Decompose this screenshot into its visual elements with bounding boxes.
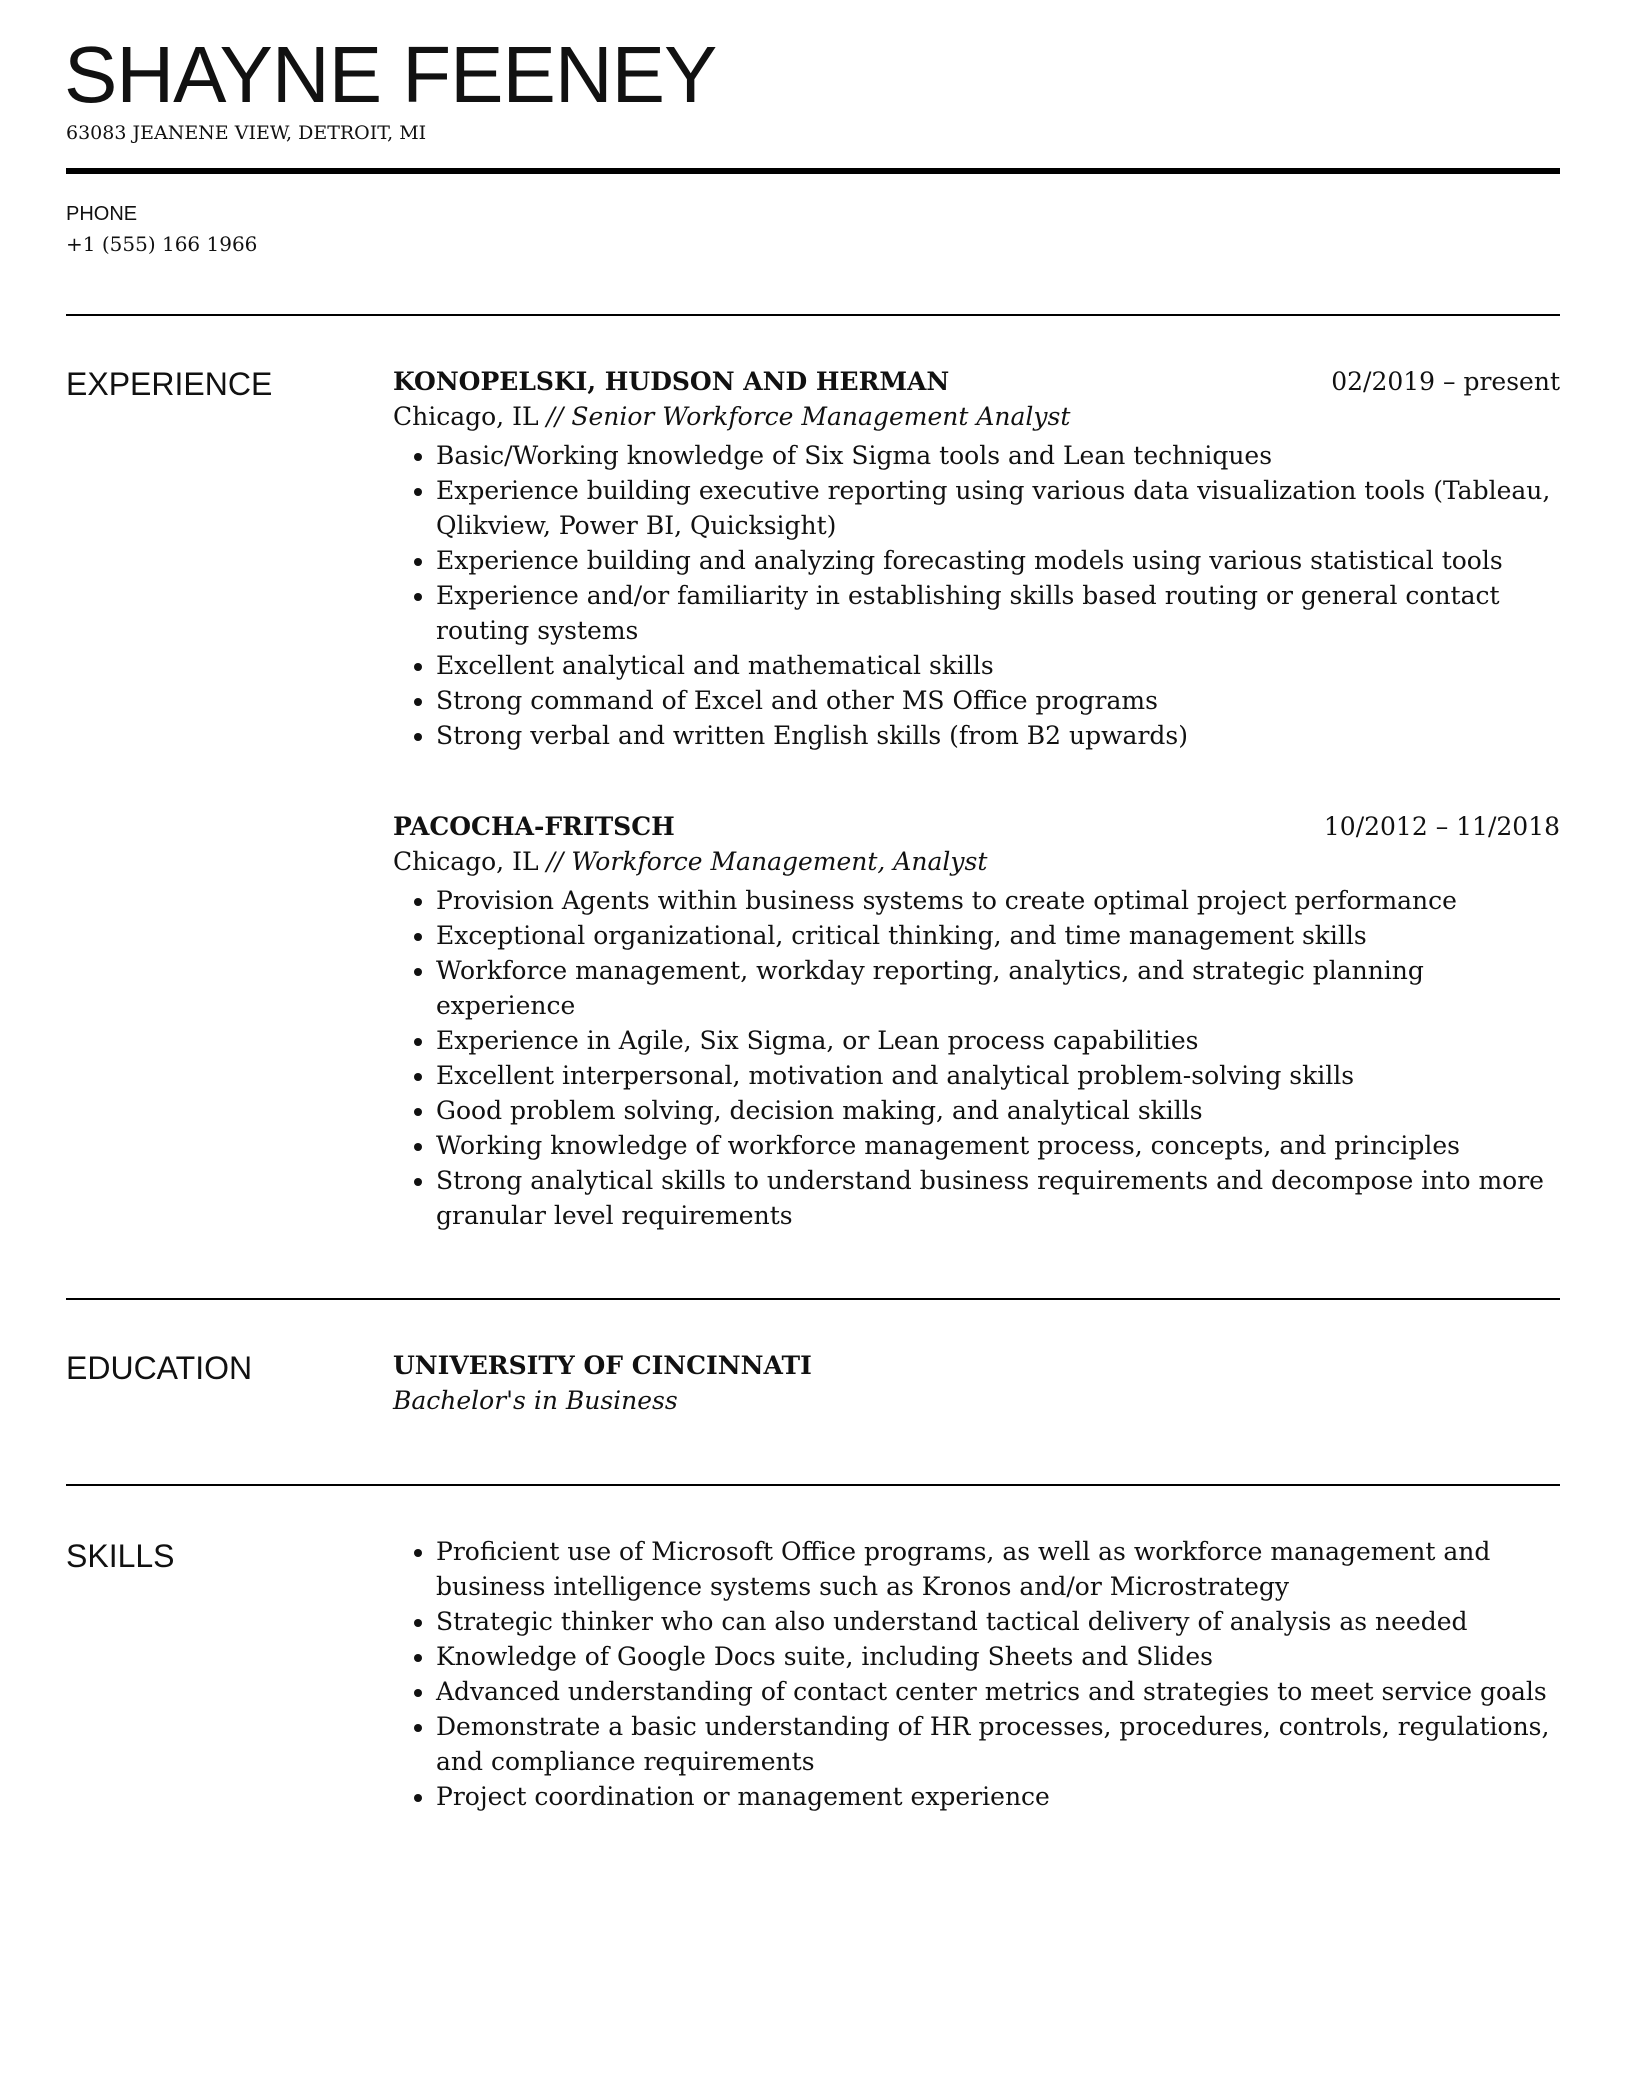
job-location: Chicago, IL	[393, 402, 539, 431]
bullet-item: • Provision Agents within business systems to create optimal project performance	[436, 883, 1560, 918]
bullet-item: • Experience building executive reporting using various data visualization tools (Tableau, Qlikview, Power BI, Quicksight)	[436, 473, 1560, 543]
separator: //	[538, 402, 572, 431]
bullet-item: • Good problem solving, decision making, and analytical skills	[436, 1093, 1560, 1128]
job-subtitle	[393, 844, 1560, 879]
section-divider	[66, 1298, 1560, 1300]
candidate-name: SHAYNE FEENEY	[64, 30, 717, 119]
job-role: Senior Workforce Management Analyst	[571, 402, 1071, 431]
job-dates: 02/2019 – present	[1331, 367, 1560, 396]
experience-list	[393, 364, 1560, 1289]
skill-item: • Demonstrate a basic understanding of HR processes, procedures, controls, regulations, and compliance requirements	[436, 1709, 1560, 1779]
job-entry	[393, 809, 1560, 1233]
section-divider	[66, 1484, 1560, 1486]
bullet-item: • Experience building and analyzing forecasting models using various statistical tools	[436, 543, 1560, 578]
phone-number: +1 (555) 166 1966	[66, 232, 258, 256]
bullet-item: • Exceptional organizational, critical thinking, and time management skills	[436, 918, 1560, 953]
skill-item: • Knowledge of Google Docs suite, including Sheets and Slides	[436, 1639, 1560, 1674]
experience-heading: EXPERIENCE	[66, 366, 273, 402]
job-subtitle	[393, 399, 1560, 434]
address: 63083 JEANENE VIEW, DETROIT, MI	[66, 122, 427, 144]
skill-item: • Proficient use of Microsoft Office programs, as well as workforce management and business intelligence systems such as Kronos and/or Microstrategy	[436, 1534, 1560, 1604]
skills-bullets	[393, 1534, 1560, 1814]
company-name: PACOCHA-FRITSCH	[393, 812, 675, 841]
bullet-item: • Working knowledge of workforce management process, concepts, and principles	[436, 1128, 1560, 1163]
skills-list	[393, 1534, 1560, 1814]
education-heading: EDUCATION	[66, 1350, 253, 1386]
section-divider	[66, 314, 1560, 316]
job-bullets	[393, 438, 1560, 753]
bullet-item: • Experience in Agile, Six Sigma, or Lean process capabilities	[436, 1023, 1560, 1058]
bullet-item: • Basic/Working knowledge of Six Sigma tools and Lean techniques	[436, 438, 1560, 473]
bullet-item: • Excellent interpersonal, motivation and analytical problem-solving skills	[436, 1058, 1560, 1093]
separator: //	[538, 847, 572, 876]
bullet-item: • Experience and/or familiarity in establishing skills based routing or general contact routing systems	[436, 578, 1560, 648]
skill-item: • Advanced understanding of contact center metrics and strategies to meet service goals	[436, 1674, 1560, 1709]
job-header	[393, 364, 1560, 399]
job-role: Workforce Management, Analyst	[571, 847, 988, 876]
job-header	[393, 809, 1560, 844]
phone-label: PHONE	[66, 203, 138, 225]
degree: Bachelor's in Business	[393, 1386, 678, 1415]
skill-item: • Project coordination or management experience	[436, 1779, 1560, 1814]
bullet-item: • Excellent analytical and mathematical skills	[436, 648, 1560, 683]
bullet-item: • Strong command of Excel and other MS Office programs	[436, 683, 1560, 718]
job-bullets	[393, 883, 1560, 1233]
header-divider	[66, 168, 1560, 174]
company-name: KONOPELSKI, HUDSON AND HERMAN	[393, 367, 950, 396]
bullet-item: • Strong verbal and written English skills (from B2 upwards)	[436, 718, 1560, 753]
school-name: UNIVERSITY OF CINCINNATI	[393, 1351, 812, 1380]
education-entry	[393, 1348, 1560, 1418]
skill-item: • Strategic thinker who can also understand tactical delivery of analysis as needed	[436, 1604, 1560, 1639]
job-dates: 10/2012 – 11/2018	[1323, 812, 1560, 841]
skills-heading: SKILLS	[66, 1538, 175, 1574]
bullet-item: • Strong analytical skills to understand business requirements and decompose into more granular level requirements	[436, 1163, 1560, 1233]
job-location: Chicago, IL	[393, 847, 539, 876]
job-entry	[393, 364, 1560, 753]
bullet-item: • Workforce management, workday reporting, analytics, and strategic planning experience	[436, 953, 1560, 1023]
